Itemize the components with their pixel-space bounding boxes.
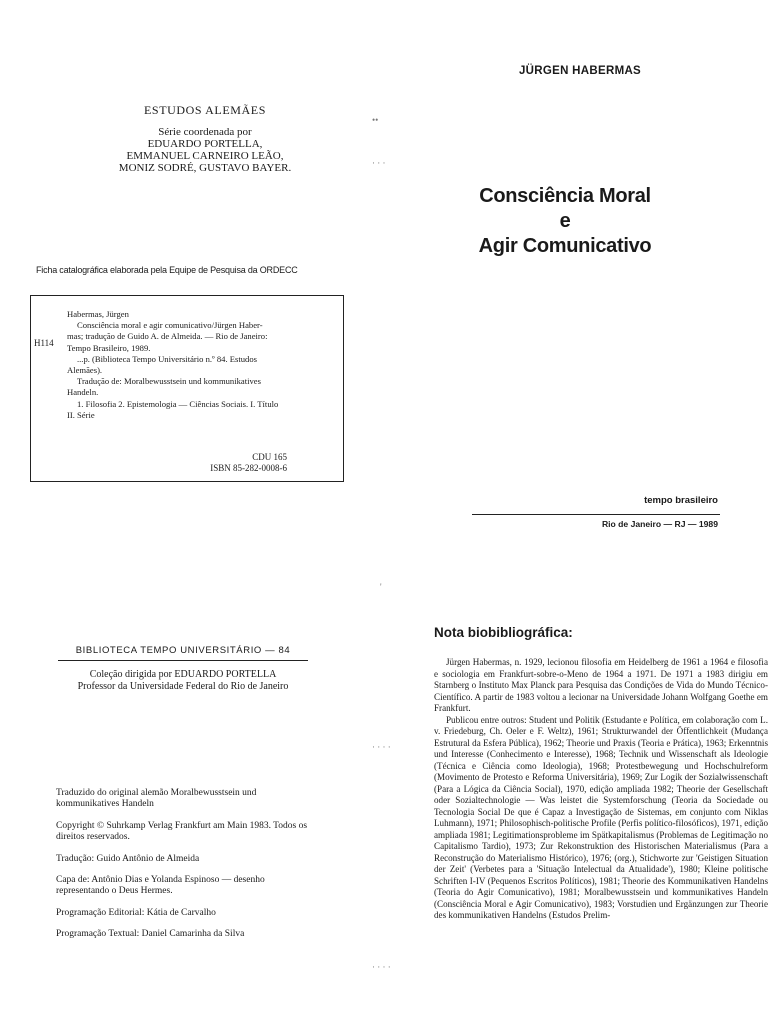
cdu-code: CDU 165 [252,452,287,462]
catalog-note: Ficha catalográfica elaborada pela Equipe de Pesquisa da ORDECC [36,265,298,275]
scan-mark: · · · · [372,742,391,752]
catalog-line: mas; tradução de Guido A. de Almeida. — Rio de Janeiro: [67,331,268,342]
colophon [56,788,316,951]
series-editors-line: EDUARDO PORTELLA, [147,138,263,150]
colophon-paragraph: Tradução: Guido Antônio de Almeida [56,853,200,864]
catalog-entry [67,309,339,421]
note-body [434,657,768,922]
collection-director [58,669,308,692]
colophon-paragraph: Capa de: Antônio Dias e Yolanda Espinoso — desenho representando o Deus Hermes. [56,875,265,897]
book-title [440,184,690,259]
scan-mark: · · · · [372,962,391,972]
note-title: Nota biobibliográfica: [434,625,573,640]
note-paragraph: Jürgen Habermas, n. 1929, lecionou filosofia em Heidelberg de 1961 a 1964 e filosofia e sociologia em Frankfurt-sobre-o-Meno de 1964 a 1971. De 1971 a 1983 dirigiu em Starnberg o Instituto Max Planck para Pesquisa das Condições de Vida do Mundo Técnico-Científico. A partir de 1983 voltou a lecionar na Universidade Johann Wolfgang Goethe em Frankfurt. [434,657,768,713]
scan-mark: •• [372,115,379,125]
catalog-line: Consciência moral e agir comunicativo/Jürgen Haber- [77,320,263,331]
catalog-line: II. Série [67,409,95,420]
book-title-line: e [559,210,571,232]
catalog-line: Tempo Brasileiro, 1989. [67,342,151,353]
collection-rule [58,660,308,661]
collection-title: BIBLIOTECA TEMPO UNIVERSITÁRIO — 84 [75,645,291,656]
colophon-paragraph: Copyright © Suhrkamp Verlag Frankfurt am Main 1983. Todos os direitos reservados. [56,820,308,843]
catalog-line: 1. Filosofia 2. Epistemologia — Ciências Sociais. I. Título [77,398,279,409]
scan-mark: ' [380,582,382,592]
catalog-card [30,295,344,482]
publisher-name: tempo brasileiro [644,495,718,506]
catalog-code: H114 [34,338,54,348]
catalog-codes [210,452,287,474]
scan-mark: · · · [372,158,386,168]
series-editors-line: Série coordenada por [158,126,252,138]
series-editors-line: EMMANUEL CARNEIRO LEÃO, [126,150,284,162]
catalog-line: Habermas, Jürgen [67,309,129,319]
series-editors-line: MONIZ SODRÉ, GUSTAVO BAYER. [118,162,292,174]
note-paragraph: Publicou entre outros: Student und Politik (Estudante e Política, em colaboração com L. v. Friedeburg, Ch. Oeler e F. Weltz), 1961; Strukturwandel der Öffentlichkeit (Mudança Estrutural da Esfera Pública), 1962; Theorie und Praxis (Teoria e Prática), 1963; Erkenntnis und Interesse (Conhecimento e Interesse), 1968; Technik und Wissenschaft als Ideologie (Técnica e Ciência como Ideologia), 1968; Protestbewegung und Hochschulreform (Movimento de Protesto e Reforma Universitária), 1969; Zur Logik der Sozialwissenschaft (Para a Lógica da Ciência Social), 1970, edição ampliada 1982; Theorie der Gesellschaft oder Sozialtechnologie — Was leistet die Systemforschung (Teoria da Sociedade ou Tecnologia Social De que é Capaz a Investigação de Sistemas, em conjunto com Niklas Luhmann), 1971; Philosophisch-politische Profile (Perfis político-filosóficos), 1971, edição ampliada 1981; Legitimationsprobleme im Spätkapitalismus (Problemas de Legitimação no Capitalismo Tardio), 1973; Zur Rekonstruktion des Historischen Materialismus (Para a Reconstrução do Materialismo Histórico), 1976; (org.), Stichworte zur 'Geistigen Situation der Zeit' (Verbetes para a 'Situação Intelectual da Atualidade'), 1980; Kleine politische Schriften I-IV (Pequenos Escritos Políticos), 1981; Theorie des Kommunikativen Handelns (Teoria do Agir Comunicativo), 1981; Moralbewusstsein und kommunikatives Handeln (Consciência Moral e Agir Comunicativo), 1983; Vorstudien und Ergänzungen zur Theorie des kommunikativen Handelns (Estudos Prelim- [434,714,768,920]
series-editors [60,126,350,174]
colophon-paragraph: Traduzido do original alemão Moralbewusstsein und kommunikatives Handeln [56,788,257,810]
publication-place: Rio de Janeiro — RJ — 1989 [601,519,718,529]
book-title-line: Consciência Moral [479,185,651,207]
catalog-line: Alemães). [67,365,103,376]
colophon-paragraph: Programação Textual: Daniel Camarinha da Silva [56,929,245,940]
book-title-line: Agir Comunicativo [478,235,652,257]
director-line: Professor da Universidade Federal do Rio de Janeiro [77,680,289,692]
isbn-code: ISBN 85-282-0008-6 [210,463,287,473]
series-title: ESTUDOS ALEMÃES [143,103,266,117]
author-name: JÜRGEN HABERMAS [518,65,642,77]
publisher-rule [472,514,720,515]
catalog-line: Tradução de: Moralbewusstsein und kommunikatives [77,376,261,387]
colophon-paragraph: Programação Editorial: Kátia de Carvalho [56,907,216,918]
director-line: Coleção dirigida por EDUARDO PORTELLA [89,669,277,680]
catalog-line: Handeln. [67,387,99,398]
catalog-line: ...p. (Biblioteca Tempo Universitário n.º 84. Estudos [77,353,257,364]
